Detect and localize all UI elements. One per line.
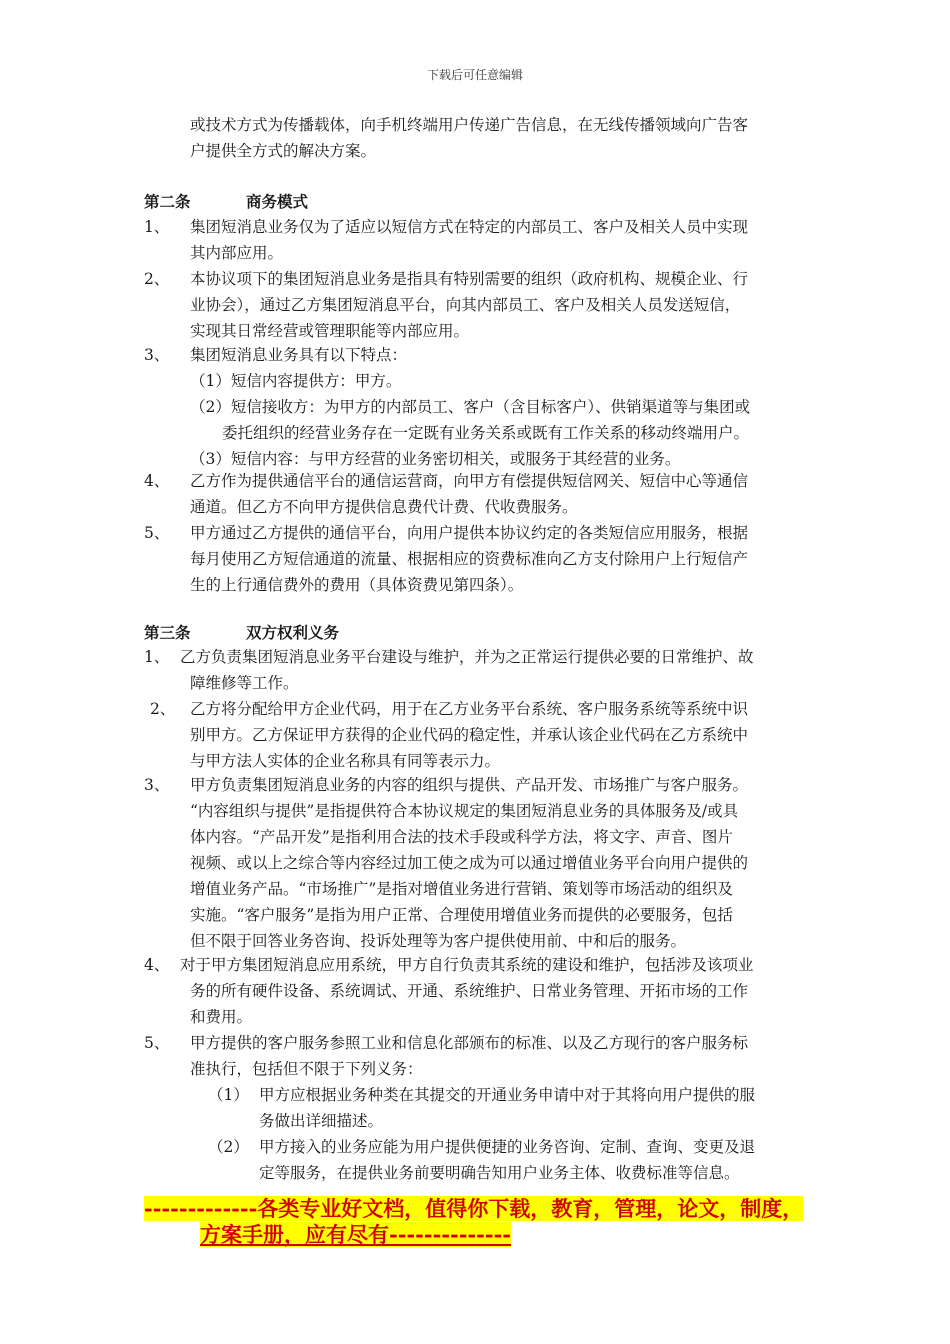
a3-sub2-line1: 甲方接入的业务应能为用户提供便捷的业务咨询、定制、查询、变更及退 [259, 1138, 756, 1156]
a2-item5-num: 5、 [144, 524, 170, 542]
a2-item1-line1: 集团短消息业务仅为了适应以短信方式在特定的内部员工、客户及相关人员中实现 [190, 218, 749, 236]
a2-sub2-line1: （2）短信接收方：为甲方的内部员工、客户（含目标客户）、供销渠道等与集团或 [190, 398, 751, 416]
a3-item3-num: 3、 [144, 776, 170, 794]
a2-item5-line1: 甲方通过乙方提供的通信平台，向用户提供本协议约定的各类短信应用服务，根据 [190, 524, 749, 542]
a3-item1-line2: 障维修等工作。 [190, 674, 299, 692]
a3-item3-line5: 增值业务产品。“市场推广”是指对增值业务进行营销、策划等市场活动的组织及 [190, 880, 733, 898]
a3-sub1-line1: 甲方应根据业务种类在其提交的开通业务申请中对于其将向用户提供的服 [259, 1086, 756, 1104]
a2-item5-line2: 每月使用乙方短信通道的流量、根据相应的资费标准向乙方支付除用户上行短信产 [190, 550, 749, 568]
a3-sub1-num: （1） [208, 1086, 249, 1104]
a3-item3-line7: 但不限于回答业务咨询、投诉处理等为客户提供使用前、中和后的服务。 [190, 932, 687, 950]
a3-item4-line3: 和费用。 [190, 1008, 253, 1026]
a3-item2-num: 2、 [150, 700, 176, 718]
intro-line-2: 户提供全方式的解决方案。 [190, 142, 377, 160]
a2-item2-line1: 本协议项下的集团短消息业务是指具有特别需要的组织（政府机构、规模企业、行 [190, 270, 749, 288]
a2-item4-line2: 通道。但乙方不向甲方提供信息费代计费、代收费服务。 [190, 498, 578, 516]
a2-item3-line1: 集团短消息业务具有以下特点： [190, 346, 408, 364]
a3-item5-line2: 准执行，包括但不限于下列义务： [190, 1060, 423, 1078]
footer-promo-text1: 各类专业好文档，值得你下载，教育，管理，论文，制度， [257, 1196, 804, 1221]
a3-item1-line1: 乙方负责集团短消息业务平台建设与维护，并为之正常运行提供必要的日常维护、故 [180, 648, 754, 666]
a3-sub2-line2: 定等服务，在提供业务前要明确告知用户业务主体、收费标准等信息。 [259, 1164, 740, 1182]
header-note: 下载后可任意编辑 [426, 68, 523, 82]
footer-dashes-right: -------------- [389, 1222, 512, 1247]
a3-sub1-line2: 务做出详细描述。 [259, 1112, 384, 1130]
a2-item3-num: 3、 [144, 346, 170, 364]
article3-title: 双方权利义务 [246, 623, 340, 642]
a2-item2-line3: 实现其日常经营或管理职能等内部应用。 [190, 322, 470, 340]
a3-item5-line1: 甲方提供的客户服务参照工业和信息化部颁布的标准、以及乙方现行的客户服务标 [190, 1034, 749, 1052]
footer-dashes-left: ------------- [144, 1196, 258, 1221]
a3-item4-num: 4、 [144, 956, 170, 974]
a2-item4-line1: 乙方作为提供通信平台的通信运营商，向甲方有偿提供短信网关、短信中心等通信 [190, 472, 749, 490]
a3-item3-line6: 实施。“客户服务”是指为用户正常、合理使用增值业务而提供的必要服务，包括 [190, 906, 733, 924]
article2-title: 商务模式 [246, 192, 309, 211]
footer-promo-text2: 方案手册，应有尽有 [200, 1222, 389, 1247]
a3-item2-line1: 乙方将分配给甲方企业代码，用于在乙方业务平台系统、客户服务系统等系统中识 [190, 700, 749, 718]
a2-sub2-line2: 委托组织的经营业务存在一定既有业务关系或既有工作关系的移动终端用户。 [222, 424, 750, 442]
a2-item2-line2: 业协会），通过乙方集团短消息平台，向其内部员工、客户及相关人员发送短信， [190, 296, 741, 314]
a2-item5-line3: 生的上行通信费外的费用（具体资费见第四条）。 [190, 576, 524, 594]
a3-item1-num: 1、 [144, 648, 170, 666]
article2-number: 第二条 [144, 192, 191, 211]
a2-item1-line2: 其内部应用。 [190, 244, 284, 262]
a2-item1-num: 1、 [144, 218, 170, 236]
a2-sub3-line1: （3）短信内容：与甲方经营的业务密切相关，或服务于其经营的业务。 [190, 450, 681, 468]
a2-item4-num: 4、 [144, 472, 170, 490]
a2-item2-num: 2、 [144, 270, 170, 288]
a3-item4-line2: 务的所有硬件设备、系统调试、开通、系统维护、日常业务管理、开拓市场的工作 [190, 982, 749, 1000]
a3-item5-num: 5、 [144, 1034, 170, 1052]
a3-item2-line2: 别甲方。乙方保证甲方获得的企业代码的稳定性，并承认该企业代码在乙方系统中 [190, 726, 749, 744]
a3-item3-line3: 体内容。“产品开发”是指利用合法的技术手段或科学方法，将文字、声音、图片 [190, 828, 733, 846]
a2-sub1-line1: （1）短信内容提供方：甲方。 [190, 372, 402, 390]
footer-promo-line2 [200, 1222, 511, 1248]
a3-item3-line1: 甲方负责集团短消息业务的内容的组织与提供、产品开发、市场推广与客户服务。 [190, 776, 749, 794]
article3-number: 第三条 [144, 623, 191, 642]
a3-sub2-num: （2） [208, 1138, 249, 1156]
a3-item3-line2: “内容组织与提供”是指提供符合本协议规定的集团短消息业务的具体服务及/或具 [190, 802, 739, 820]
footer-promo-line1 [144, 1196, 803, 1222]
a3-item4-line1: 对于甲方集团短消息应用系统，甲方自行负责其系统的建设和维护，包括涉及该项业 [180, 956, 754, 974]
a3-item2-line3: 与甲方法人实体的企业名称具有同等表示力。 [190, 752, 501, 770]
intro-line-1: 或技术方式为传播载体，向手机终端用户传递广告信息，在无线传播领域向广告客 [190, 116, 749, 134]
a3-item3-line4: 视频、或以上之综合等内容经过加工使之成为可以通过增值业务平台向用户提供的 [190, 854, 749, 872]
